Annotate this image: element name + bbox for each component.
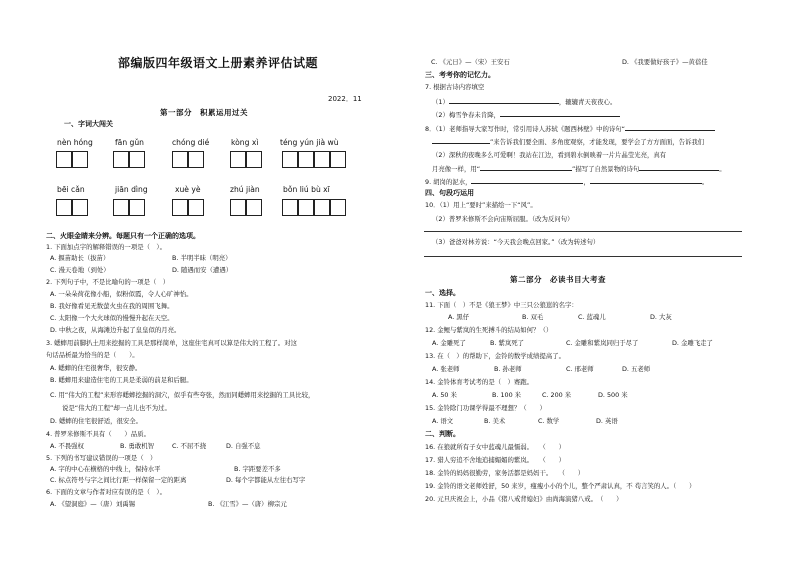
answer-box[interactable] (298, 151, 314, 168)
q1-option-b[interactable]: B. 半明半昧（明亮） (172, 254, 232, 262)
q13-option-a[interactable]: A. 张老师 (432, 365, 460, 373)
q8-line-2 (432, 137, 704, 146)
answer-box[interactable] (172, 151, 188, 168)
q8-blank-3[interactable] (480, 164, 572, 171)
question-5: 5. 下列的书写建议错误的一项是（ ） (46, 454, 157, 462)
question-2: 2. 下列句子中，不是比喻句的一项是（ ） (46, 278, 170, 286)
q15-option-d[interactable]: D. 英语 (596, 417, 618, 425)
q15-option-c[interactable]: C. 数学 (538, 417, 560, 425)
answer-box[interactable] (129, 199, 145, 216)
q7-2-text: （2）梅雪争春未肯降， (432, 111, 500, 119)
q3-option-d[interactable]: D. 蟋蟀的住宅很舒适，很安全。 (50, 417, 143, 425)
q9-blank-2[interactable] (590, 177, 702, 184)
q14-option-c[interactable]: C. 200 米 (542, 391, 572, 399)
q2-option-b[interactable]: B. 我好像看见无数萤火虫在我的周围飞舞。 (50, 302, 174, 310)
pinyin-10: bǒn liú bù xī (283, 185, 330, 194)
pinyin-3: chóng dié (172, 138, 210, 147)
q2-option-a[interactable]: A. 一朵朵荷花像小船，似粉似霞，令人心旷神怡。 (50, 290, 193, 298)
question-12: 12. 金鲤与紫岚的生死搏斗的结局如何？（） (425, 326, 553, 334)
answer-line[interactable] (424, 231, 742, 232)
q6-option-d[interactable]: D. 《我要做好孩子》—黄蓓佳 (622, 58, 708, 66)
q11-option-a[interactable]: A. 黑仔 (448, 313, 470, 321)
q3-option-c-cont: 说是“伟大的工程”却一点儿也不为过。 (62, 404, 171, 412)
q5-option-c[interactable]: C. 标点符号与字之间比行距一样保留一定的距离 (50, 476, 187, 484)
q9-blank-1[interactable] (471, 177, 583, 184)
answer-box[interactable] (113, 151, 129, 168)
question-6: 6. 下面的文章与作者对应有误的是（ ）。 (46, 488, 166, 496)
q3-option-b[interactable]: B. 蟋蟀用来建造住宅的工具是柔弱的前足和后腿。 (50, 376, 193, 384)
q13-option-d[interactable]: D. 五老师 (622, 365, 651, 373)
answer-box[interactable] (298, 199, 314, 216)
question-4: 4. 普罗米修斯不具有（ ）品质。 (46, 430, 150, 438)
q8-2-text: （2）深秋的夜晚多么可爱啊！我站在江边，看到碧水倒映着一片片晶莹光亮，真有 (432, 151, 667, 159)
exam-title: 部编版四年级语文上册素养评估试题 (118, 56, 319, 70)
answer-box[interactable] (282, 151, 298, 168)
question-3-cont: 句话品析最为恰当的是（ ）。 (46, 351, 139, 359)
part1-title: 第一部分 积累运用过关 (160, 108, 248, 117)
pinyin-8: xuè yè (175, 185, 201, 194)
q7-2-blank[interactable] (500, 110, 620, 117)
question-3: 3. 蟋蟀用前脚扒土用来挖掘的工具是那样简单，这座住宅真可以算是伟大的工程了。对这 (46, 339, 297, 347)
q9-line: 9. 胡岗的泥水， ， 。 (425, 178, 709, 186)
q8-blank-2[interactable] (432, 137, 490, 144)
q8-blank-1[interactable] (625, 124, 715, 131)
q12-option-b[interactable]: B. 紫岚死了 (490, 339, 525, 347)
q6-option-a[interactable]: A. 《望洞庭》—（唐）刘禹锡 (50, 500, 136, 508)
section-heading-select: 一、选择。 (425, 289, 460, 297)
question-10-3: （3）爸爸对林芳说：“今天我会晚点回家。”（改为转述句） (432, 238, 600, 246)
question-16: 16. 在狼就所有子女中蓝魂儿最懦弱。 （ ） (425, 443, 565, 451)
q14-option-d[interactable]: D. 500 米 (598, 391, 628, 399)
q5-option-a[interactable]: A. 字的中心在横格的中线上，保持水平 (50, 465, 161, 473)
answer-box[interactable] (314, 151, 330, 168)
answer-box[interactable] (246, 199, 262, 216)
answer-box[interactable] (230, 199, 246, 216)
section-heading-words: 一、字词大闯关 (64, 120, 113, 128)
q7-line-1 (432, 97, 616, 106)
q6-option-b[interactable]: B. 《江雪》—（唐）柳宗元 (208, 500, 287, 508)
answer-box[interactable] (188, 151, 204, 168)
q8-2b: 月亮像一样，用“ (432, 165, 481, 173)
pinyin-2: fān gǔn (115, 138, 144, 147)
q6-option-c[interactable]: C. 《元日》—（宋）王安石 (431, 58, 510, 66)
q14-option-b[interactable]: B. 100 米 (492, 391, 522, 399)
q1-option-a[interactable]: A. 揠苗助长（拔苗） (50, 254, 110, 262)
q7-1-text: ，辘辘青天夜夜心。 (558, 98, 617, 106)
section-heading-choice: 二、火眼金睛来分辨。每题只有一个正确的选项。 (46, 232, 200, 240)
q8-text: 8．（1）老师指导大家写作时，常引用诗人苏轼《题西林壁》中的诗句“ (425, 125, 625, 133)
q2-option-d[interactable]: D. 中秋之夜，从海滩边升起了皇皇似的月亮。 (50, 326, 181, 334)
q7-1-blank[interactable] (449, 97, 559, 104)
answer-box[interactable] (129, 151, 145, 168)
q8-line-4 (432, 164, 726, 173)
answer-box[interactable] (246, 151, 262, 168)
q12-option-d[interactable]: D. 金雕飞走了 (672, 339, 713, 347)
answer-box[interactable] (113, 199, 129, 216)
q5-option-d[interactable]: D. 每个字都能从左往右写字 (226, 476, 306, 484)
q15-option-b[interactable]: B. 美术 (484, 417, 506, 425)
q13-option-b[interactable]: B. 孙老师 (494, 365, 522, 373)
q8-2d: 。 (719, 165, 726, 173)
question-19: 19. 金铃的语文老师姓舒，50 来岁，瘦瘦小小的个儿，整个严肃认真，不 苟言笑的人。（ ） (425, 482, 696, 490)
q8-cont: ”来告诉我们要全面、多角度观察，才能发现，要学会了方方面面，告诉我们 (490, 138, 705, 146)
answer-box[interactable] (56, 199, 72, 216)
pinyin-5: téng yún jià wù (280, 138, 339, 147)
q11-option-b[interactable]: B. 双毛 (522, 313, 544, 321)
q8-line-1 (425, 124, 715, 133)
answer-box[interactable] (314, 199, 330, 216)
answer-line[interactable] (424, 256, 742, 257)
exam-date: 2022．11 (328, 95, 362, 103)
q4-option-b[interactable]: B. 勇敢机智 (120, 442, 155, 450)
question-20: 20. 元旦庆祝会上，小品《猪八戒背媳妇》由尚海演猪八戒。 （ ） (425, 495, 623, 503)
answer-box[interactable] (330, 151, 346, 168)
q13-option-c[interactable]: C. 邢老师 (566, 365, 594, 373)
q7-line-2 (432, 110, 620, 119)
pinyin-4: kòng xì (231, 138, 259, 147)
pinyin-9: zhú jiàn (230, 185, 260, 194)
question-15: 15. 金铃除门功课学得最不理想？（ ） (425, 404, 546, 412)
answer-box[interactable] (330, 199, 346, 216)
question-17: 17. 猎人穷追不舍地追捕媚媚的紫岚。 （ ） (425, 456, 565, 464)
q12-option-a[interactable]: A. 金雕死了 (432, 339, 466, 347)
q2-option-c[interactable]: C. 太阳像一个大火球似的慢慢升起在天空。 (50, 314, 174, 322)
question-1: 1. 下面加点字的解释错误的一项是（ ）。 (46, 243, 166, 251)
pinyin-7: jiān dìng (115, 185, 148, 194)
q3-option-c[interactable]: C. 用“伟大的工程”来形容蟋蟀挖掘的洞穴，似乎有些夸张，然而同蟋蟀用来挖掘的工具比较， (50, 391, 315, 399)
q1-option-c[interactable]: C. 漫天卷地（到处） (50, 266, 110, 274)
section-heading-judge: 二、判断。 (425, 430, 460, 438)
q14-option-a[interactable]: A. 50 米 (432, 391, 457, 399)
q5-option-b[interactable]: B. 字距要差不多 (234, 465, 281, 473)
answer-box[interactable] (230, 151, 246, 168)
answer-box[interactable] (72, 199, 88, 216)
q9-text: 9. 胡岗的泥水， (425, 178, 472, 186)
question-14: 14. 金铃体育考试考的是（ ）赛跑。 (425, 378, 534, 386)
question-10-1: 10．（1）用上“要时”来描绘一下“风”。 (425, 201, 537, 209)
answer-box[interactable] (56, 151, 72, 168)
q12-option-c[interactable]: C. 金雕和紫岚同归于尽了 (566, 339, 639, 347)
q4-option-c[interactable]: C. 不屈不挠 (172, 442, 207, 450)
answer-box[interactable] (172, 199, 188, 216)
question-7: 7. 根据古诗内容填空 (425, 83, 485, 91)
answer-box[interactable] (282, 199, 298, 216)
pinyin-1: nèn hóng (57, 138, 93, 147)
q8-2c: ”描写了自然景物的诗句 (572, 165, 640, 173)
q15-option-a[interactable]: A. 语文 (432, 417, 454, 425)
q4-option-a[interactable]: A. 不畏强权 (50, 442, 84, 450)
question-11: 11. 下面（ ）不是《狼王梦》中三只公狼崽的名字： (425, 301, 578, 309)
question-18: 18. 金铃的妈妈很勤劳，家务活都是妈妈干。 （ ） (425, 469, 585, 477)
q4-option-d[interactable]: D. 自强不息 (226, 442, 261, 450)
question-10-2: （2）普罗米修斯不会向宙斯屈服。（改为反问句） (432, 215, 574, 223)
answer-box[interactable] (72, 151, 88, 168)
question-13: 13. 在（ ）的帮助下，金铃的数学成绩提高了。 (425, 352, 566, 360)
q11-option-c[interactable]: C. 蓝魂儿 (578, 313, 606, 321)
q3-option-a[interactable]: A. 蟋蟀的住宅很奢华，很安静。 (50, 364, 142, 372)
q11-option-d[interactable]: D. 大灰 (650, 313, 672, 321)
part2-title: 第二部分 必读书目大考查 (510, 275, 606, 284)
section-heading-sentences: 四、句段巧运用 (425, 189, 474, 197)
pinyin-6: bēi cǎn (57, 185, 85, 194)
q1-option-d[interactable]: D. 随遇而安（遭遇） (172, 266, 233, 274)
q8-blank-4[interactable] (639, 164, 719, 171)
section-heading-memory: 三、考考你的记忆力。 (425, 71, 495, 79)
q7-1-label: （1） (432, 98, 449, 106)
answer-box[interactable] (188, 199, 204, 216)
